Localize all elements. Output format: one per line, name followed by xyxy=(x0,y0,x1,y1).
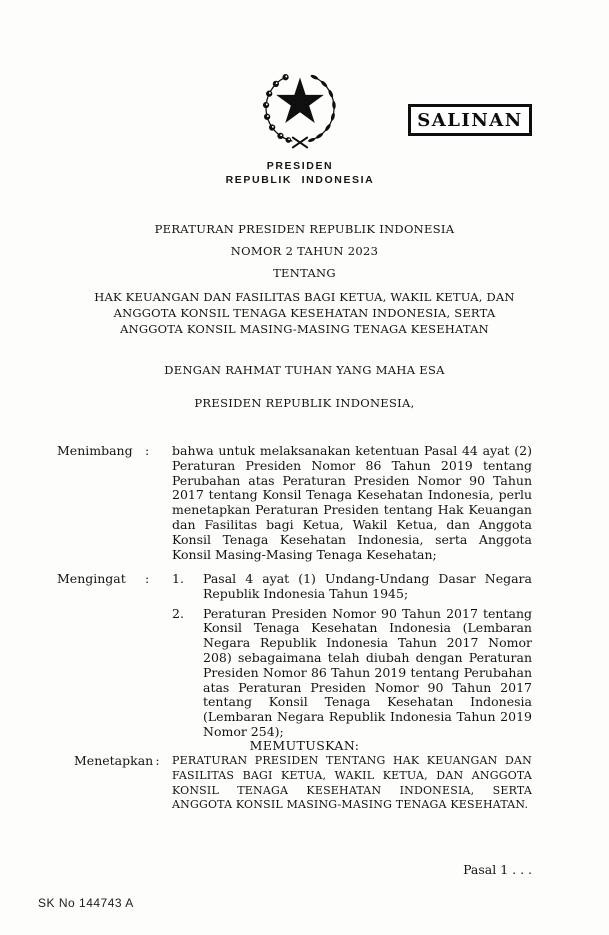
list-item-text: Pasal 4 ayat (1) Undang-Undang Dasar Negara Republik Indonesia Tahun 1945; xyxy=(203,571,532,601)
list-item-number: 2. xyxy=(172,605,184,621)
sk-number: SK No 144743 A xyxy=(38,896,134,910)
salinan-stamp-text: SALINAN xyxy=(417,109,523,131)
memutuskan-heading: MEMUTUSKAN: xyxy=(249,738,360,753)
menimbang-label: Menimbang xyxy=(57,443,133,458)
regulation-subject xyxy=(0,289,609,338)
subject-line: ANGGOTA KONSIL MASING-MASING TENAGA KESEHATAN xyxy=(120,322,489,337)
mengingat-colon: : xyxy=(145,571,150,586)
presiden-label: PRESIDEN xyxy=(266,160,334,172)
menimbang-text: bahwa untuk melaksanakan ketentuan Pasal 44 ayat (2) Peraturan Presiden Nomor 86 Tahun 2019 tentang Perubahan atas Peraturan Presiden Nomor 90 Tahun 2017 tentang Konsil Tenaga Kesehatan Indonesia, perlu menetapkan Peraturan Presiden tentang Hak Keuangan dan Fasilitas bagi Ketua, Wakil Ketua, dan Anggota Konsil Tenaga Kesehatan Indonesia, serta Anggota Konsil Masing-Masing Tenaga Kesehatan; xyxy=(172,443,532,562)
subject-line: ANGGOTA KONSIL TENAGA KESEHATAN INDONESIA, SERTA xyxy=(113,306,496,321)
menetapkan-clause xyxy=(57,754,532,813)
regulation-number: NOMOR 2 TAHUN 2023 xyxy=(230,244,379,258)
title-block xyxy=(0,223,609,338)
salinan-stamp xyxy=(408,104,532,136)
menetapkan-colon: : xyxy=(155,753,160,768)
regulation-title: PERATURAN PRESIDEN REPUBLIK INDONESIA xyxy=(154,222,455,236)
invocation-line: DENGAN RAHMAT TUHAN YANG MAHA ESA xyxy=(164,363,445,377)
state-emblem-star-wreath-icon xyxy=(257,61,343,155)
list-item-number: 1. xyxy=(172,571,184,586)
menetapkan-text: PERATURAN PRESIDEN TENTANG HAK KEUANGAN DAN FASILITAS BAGI KETUA, WAKIL KETUA, DAN ANGGOTA KONSIL TENAGA KESEHATAN INDONESIA, SERTA ANGGOTA KONSIL MASING-MASING TENAGA KESEHATAN. xyxy=(172,754,532,812)
menetapkan-label: Menetapkan xyxy=(74,753,154,768)
menimbang-clause xyxy=(57,444,532,562)
mengingat-label: Mengingat xyxy=(57,571,126,586)
list-item xyxy=(172,572,532,602)
tentang-label: TENTANG xyxy=(273,266,336,280)
subject-line: HAK KEUANGAN DAN FASILITAS BAGI KETUA, WAKIL KETUA, DAN xyxy=(94,290,515,304)
republik-indonesia-label: REPUBLIK INDONESIA xyxy=(225,173,375,186)
mengingat-list xyxy=(172,572,532,740)
list-item-text: Peraturan Presiden Nomor 90 Tahun 2017 tentang Konsil Tenaga Kesehatan Indonesia (Lembaran Negara Republik Indonesia Tahun 2017 Nomor 208) sebagaimana telah diubah dengan Peraturan Presiden Nomor 86 Tahun 2019 tentang Perubahan atas Peraturan Presiden Nomor 90 Tahun 2017 tentang Konsil Tenaga Kesehatan Indonesia (Lembaran Negara Republik Indonesia Tahun 2019 Nomor 254); xyxy=(203,605,532,739)
list-item xyxy=(172,607,532,740)
authority-line: PRESIDEN REPUBLIK INDONESIA, xyxy=(194,396,415,410)
letterhead xyxy=(150,160,450,187)
menimbang-colon: : xyxy=(145,443,150,458)
catchword-pasal-1: Pasal 1 . . . xyxy=(463,862,532,877)
mengingat-clause xyxy=(57,572,532,740)
